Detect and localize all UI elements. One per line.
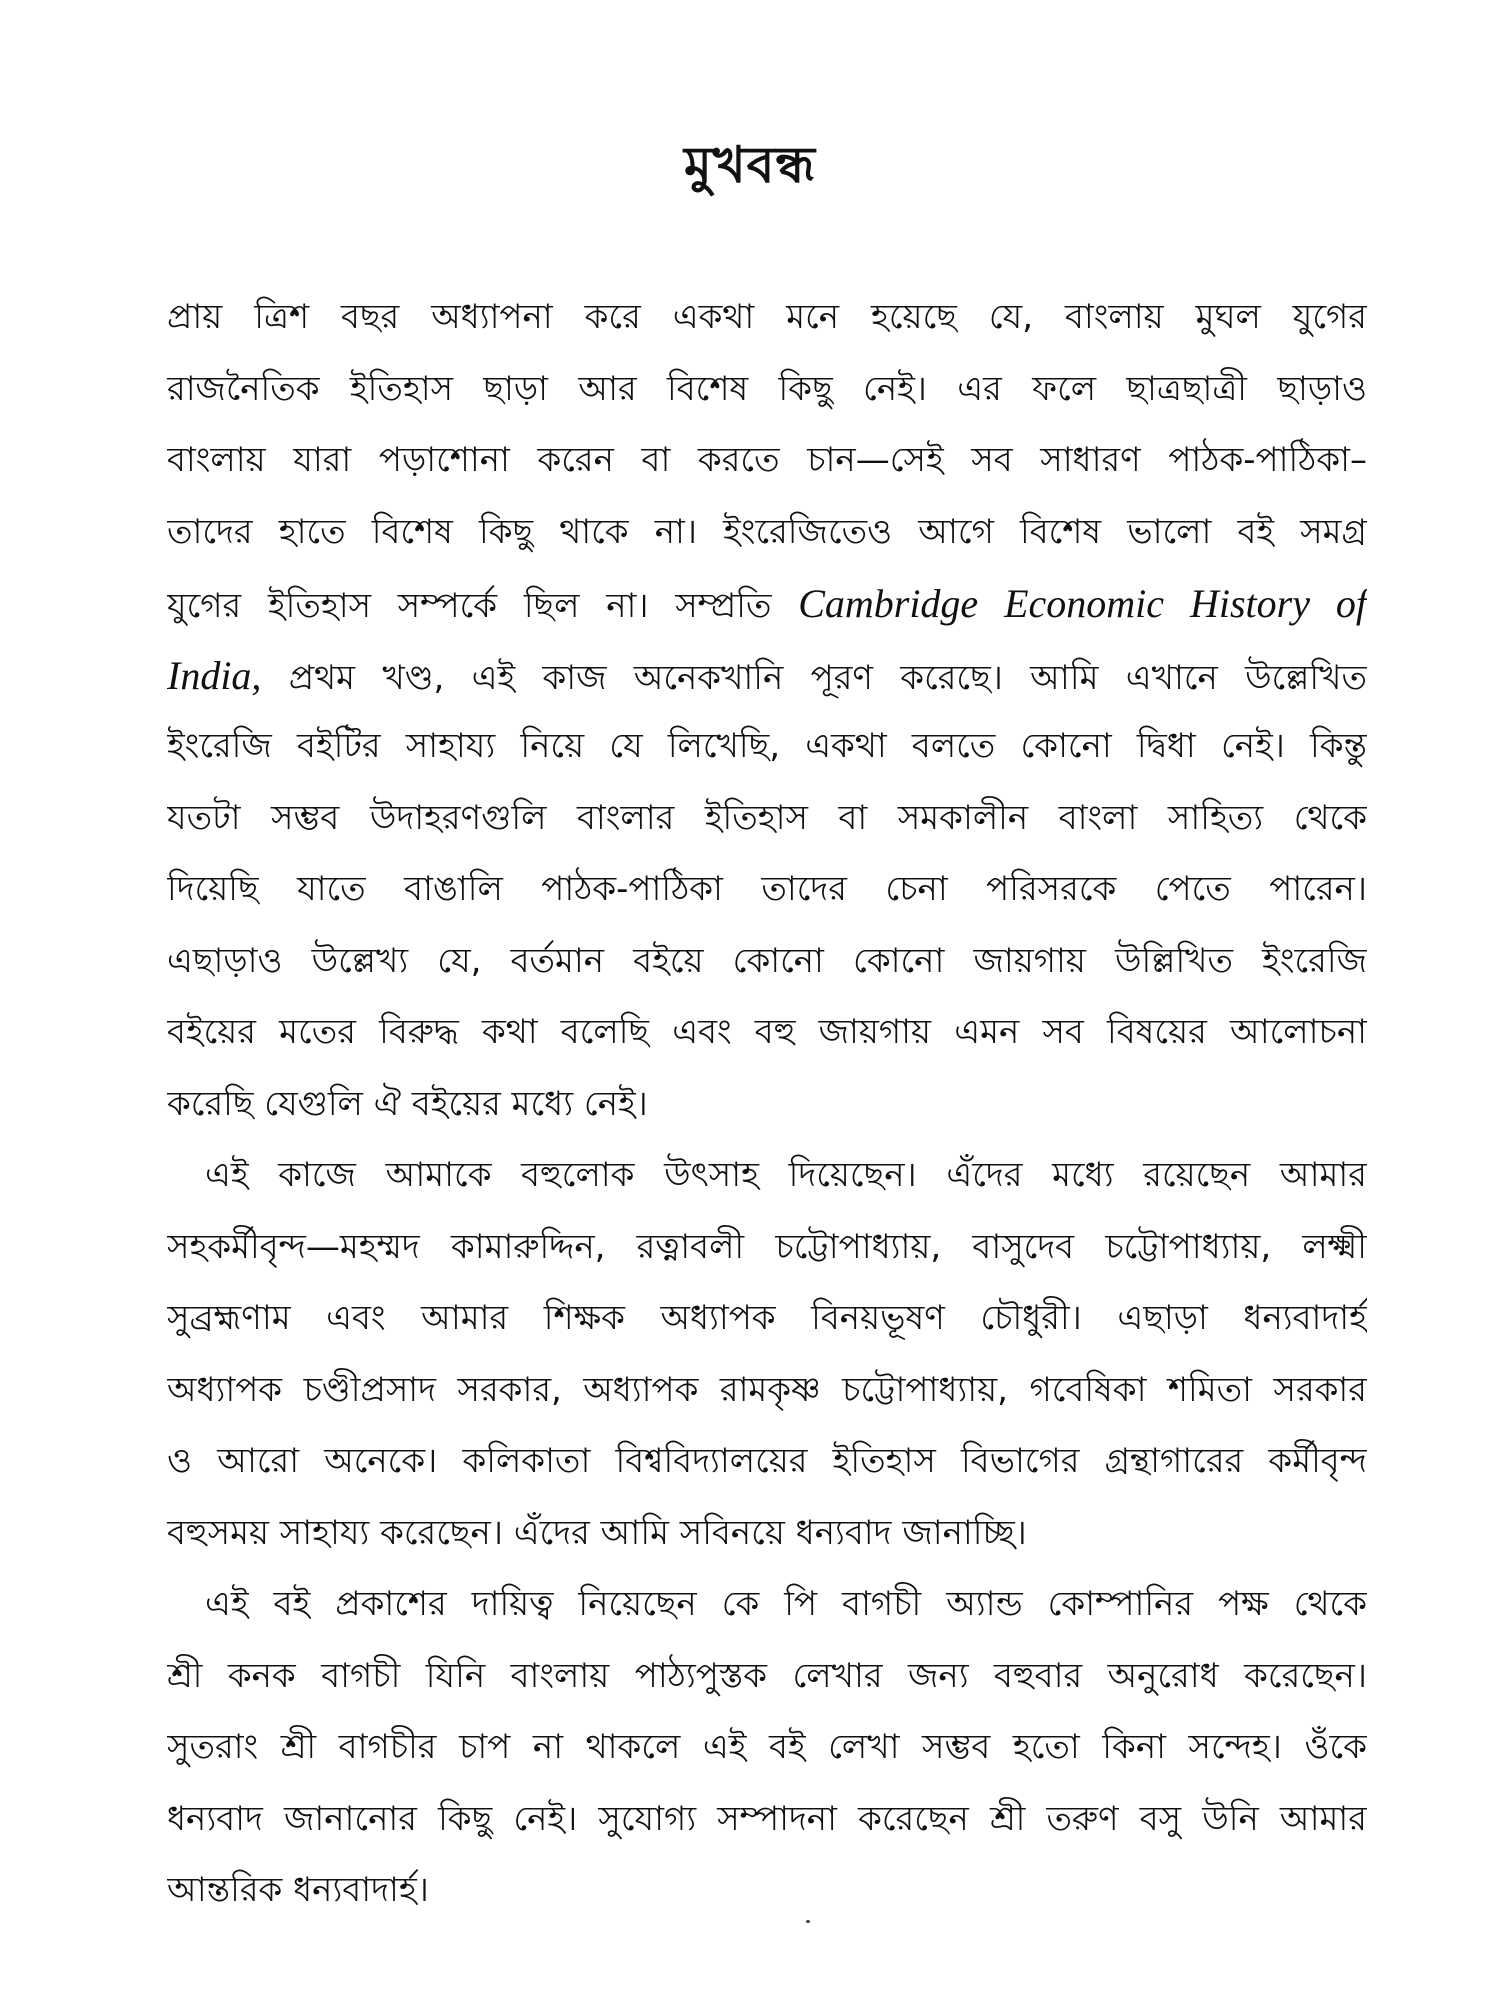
page-title: মুখবন্ধ [683, 136, 817, 194]
text-line: এই বই প্রকাশের দায়িত্ব নিয়েছেন কে পি বাগচী অ্যান্ড কোম্পানির পক্ষ থেকে [205, 1584, 1367, 1624]
text-line: সহকর্মীবৃন্দ—মহম্মদ কামারুদ্দিন, রত্নাবলী চট্টোপাধ্যায়, বাসুদেব চট্টোপাধ্যায়, লক্ষ্মী [167, 1226, 1367, 1267]
text-line: প্রায় ত্রিশ বছর অধ্যাপনা করে একথা মনে হয়েছে যে, বাংলায় মুঘল যুগের [167, 297, 1367, 337]
text-line: শ্রী কনক বাগচী যিনি বাংলায় পাঠ্যপুস্তক লেখার জন্য বহুবার অনুরোধ করেছেন। [167, 1655, 1367, 1696]
text-line: রাজনৈতিক ইতিহাস ছাড়া আর বিশেষ কিছু নেই। এর ফলে ছাত্রছাত্রী ছাড়াও [167, 368, 1367, 409]
text-line: আন্তরিক ধন্যবাদার্হ। [167, 1870, 429, 1910]
text-line: দিয়েছি যাতে বাঙালি পাঠক-পাঠিকা তাদের চেনা পরিসরকে পেতে পারেন। [167, 869, 1367, 909]
text-line: ইংরেজি বইটির সাহায্য নিয়ে যে লিখেছি, একথা বলতে কোনো দ্বিধা নেই। কিন্তু [167, 726, 1367, 766]
text-line: তাদের হাতে বিশেষ কিছু থাকে না। ইংরেজিতেও আগে বিশেষ ভালো বই সমগ্র [167, 511, 1367, 552]
preface-body [167, 282, 1367, 1927]
text-line: সুব্রহ্মণাম এবং আমার শিক্ষক অধ্যাপক বিনয়ভূষণ চৌধুরী। এছাড়া ধন্যবাদার্হ [167, 1298, 1367, 1338]
text-line: বাংলায় যারা পড়াশোনা করেন বা করতে চান—সেই সব সাধারণ পাঠক-পাঠিকা– [167, 440, 1367, 480]
text-line: ও আরো অনেকে। কলিকাতা বিশ্ববিদ্যালয়ের ইতিহাস বিভাগের গ্রন্থাগারের কর্মীবৃন্দ [167, 1441, 1367, 1481]
print-speck [806, 1920, 810, 1923]
text-fragment: প্রথম খণ্ড, এই কাজ অনেকখানি পূরণ করেছে। আমি এখানে উল্লেখিত [288, 657, 1367, 698]
text-line: বইয়ের মতের বিরুদ্ধ কথা বলেছি এবং বহু জায়গায় এমন সব বিষয়ের আলোচনা [167, 1012, 1367, 1052]
text-line-with-title [167, 568, 1367, 640]
text-line: এছাড়াও উল্লেখ্য যে, বর্তমান বইয়ে কোনো কোনো জায়গায় উল্লিখিত ইংরেজি [167, 940, 1367, 981]
text-line: অধ্যাপক চণ্ডীপ্রসাদ সরকার, অধ্যাপক রামকৃষ্ণ চট্টোপাধ্যায়, গবেষিকা শমিতা সরকার [167, 1369, 1367, 1410]
text-fragment: যুগের ইতিহাস সম্পর্কে ছিল না। সম্প্রতি [167, 586, 772, 626]
book-title-fragment: Cambridge Economic History of [798, 581, 1367, 626]
text-line: যতটা সম্ভব উদাহরণগুলি বাংলার ইতিহাস বা সমকালীন বাংলা সাহিত্য থেকে [167, 797, 1367, 838]
text-line: ধন্যবাদ জানানোর কিছু নেই। সুযোগ্য সম্পাদনা করেছেন শ্রী তরুণ বসু উনি আমার [167, 1798, 1367, 1839]
text-line: সুতরাং শ্রী বাগচীর চাপ না থাকলে এই বই লেখা সম্ভব হতো কিনা সন্দেহ। ওঁকে [167, 1727, 1367, 1767]
text-line-with-title [167, 640, 1367, 712]
text-line: করেছি যেগুলি ঐ বইয়ের মধ্যে নেই। [167, 1083, 648, 1124]
text-line: এই কাজে আমাকে বহুলোক উৎসাহ দিয়েছেন। এঁদের মধ্যে রয়েছেন আমার [205, 1155, 1367, 1195]
text-line: বহুসময় সাহায্য করেছেন। এঁদের আমি সবিনয়ে ধন্যবাদ জানাচ্ছি। [167, 1512, 1027, 1553]
book-title-fragment: India, [167, 652, 262, 698]
